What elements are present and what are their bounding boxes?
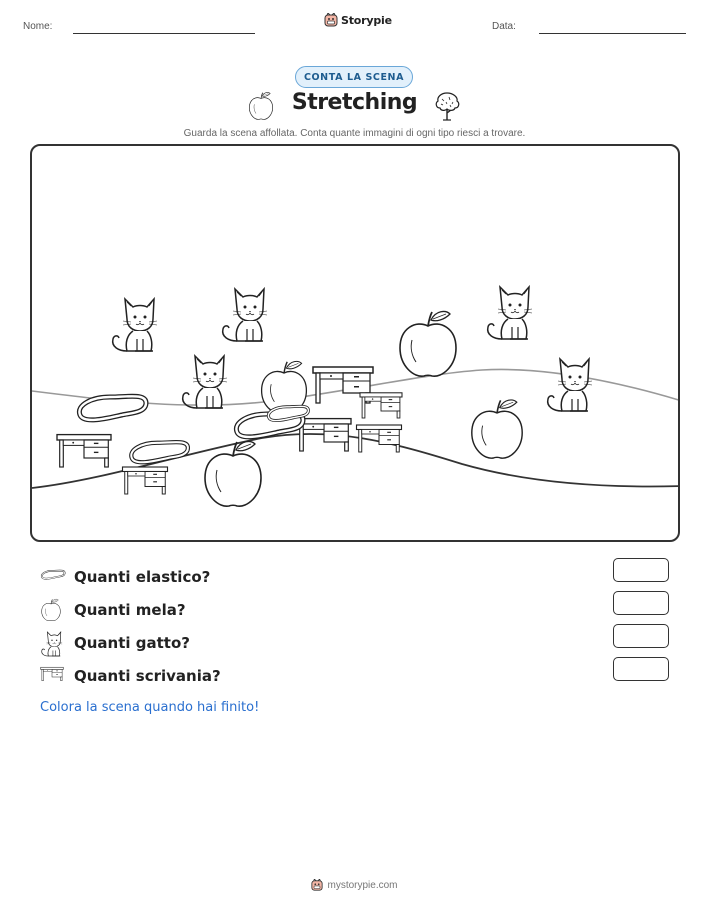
date-label: Data: xyxy=(492,21,516,32)
question-text: Quanti mela? xyxy=(74,601,186,619)
apple-3 xyxy=(472,400,522,458)
answer-box-rubber-band[interactable] xyxy=(613,558,669,582)
storypie-logo-icon xyxy=(324,13,338,28)
rubber-band-2 xyxy=(131,442,188,462)
page-title: Stretching xyxy=(291,90,418,115)
desk-2 xyxy=(360,393,402,418)
brand-name: Storypie xyxy=(341,14,392,27)
question-text: Quanti elastico? xyxy=(74,568,211,586)
cat-2 xyxy=(223,289,267,341)
desk-icon xyxy=(40,664,64,684)
apple-4 xyxy=(205,442,261,507)
rubber-band-icon xyxy=(40,565,66,585)
rubber-band-1 xyxy=(79,396,146,420)
brand xyxy=(324,13,392,28)
tree-icon xyxy=(433,91,461,121)
question-text: Quanti gatto? xyxy=(74,634,190,652)
counting-scene[interactable] xyxy=(30,144,680,542)
apple-1 xyxy=(400,312,456,377)
question-rubber-band xyxy=(40,565,670,591)
question-apple xyxy=(40,598,670,624)
section-badge: CONTA LA SCENA xyxy=(295,66,413,88)
cat-4 xyxy=(488,287,532,339)
footer xyxy=(0,879,709,892)
answer-box-desk[interactable] xyxy=(613,657,669,681)
front-hill xyxy=(32,434,680,488)
desk-4 xyxy=(123,467,168,494)
cat-icon xyxy=(40,631,64,657)
name-line[interactable] xyxy=(73,33,255,34)
color-note: Colora la scena quando hai finito! xyxy=(40,700,260,715)
desk-3 xyxy=(57,435,111,467)
question-desk xyxy=(40,664,670,690)
answer-box-apple[interactable] xyxy=(613,591,669,615)
date-line[interactable] xyxy=(539,33,686,34)
instructions: Guarda la scena affollata. Conta quante immagini di ogni tipo riesci a trovare. xyxy=(183,128,526,139)
name-label: Nome: xyxy=(23,21,53,32)
question-cat xyxy=(40,631,670,657)
cat-3 xyxy=(183,356,227,408)
answer-box-cat[interactable] xyxy=(613,624,669,648)
cat-5 xyxy=(548,359,592,411)
cat-1 xyxy=(113,299,157,351)
apple-icon xyxy=(40,598,62,622)
footer-url[interactable]: mystorypie.com xyxy=(327,880,398,891)
question-text: Quanti scrivania? xyxy=(74,667,221,685)
scene-illustration xyxy=(32,146,680,542)
title-row xyxy=(0,90,709,124)
storypie-logo-icon xyxy=(311,879,323,892)
